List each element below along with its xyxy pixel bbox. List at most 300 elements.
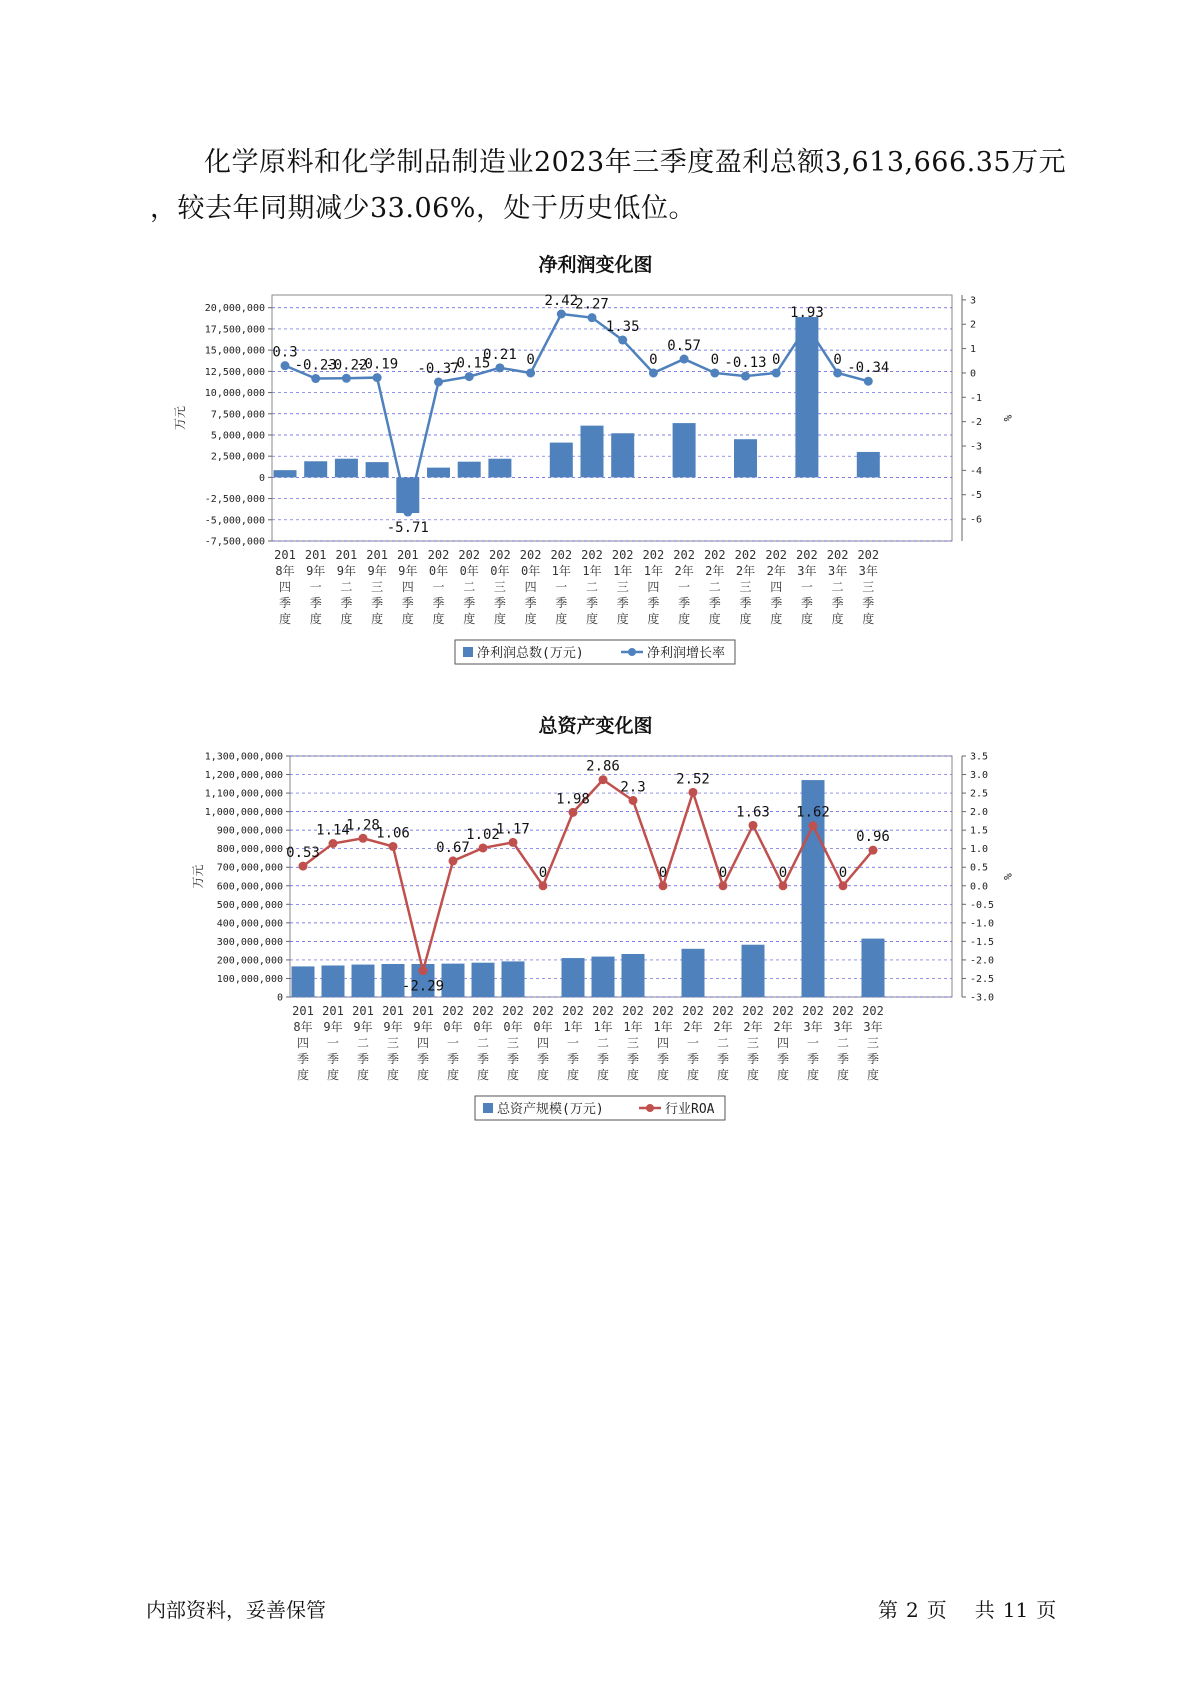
bar — [622, 954, 645, 997]
line-point — [809, 821, 818, 830]
x-tick-label: 季 — [416, 1052, 430, 1066]
x-tick-label: 季 — [806, 1052, 820, 1066]
x-tick-label: 三 — [506, 1036, 520, 1050]
x-tick-label: 季 — [493, 596, 506, 610]
x-tick-label: 202 — [611, 548, 634, 562]
data-label: 0 — [838, 864, 848, 881]
x-tick-label: 202 — [772, 1004, 794, 1018]
x-tick-label: 9年 — [398, 564, 418, 578]
x-tick-label: 季 — [647, 596, 660, 610]
x-tick-label: 201 — [396, 548, 419, 562]
x-tick-label: 201 — [366, 548, 388, 562]
y-tick-label: 10,000,000 — [204, 388, 265, 400]
x-tick-label: 季 — [678, 596, 691, 610]
x-tick-label: 季 — [770, 596, 783, 610]
x-tick-label: 度 — [278, 612, 292, 626]
total-assets-chart — [0, 745, 1191, 1165]
data-label: -2.29 — [401, 978, 445, 995]
x-tick-label: 0年 — [428, 564, 449, 578]
x-tick-label: 季 — [739, 596, 752, 610]
data-label: 2.27 — [575, 296, 609, 313]
x-tick-label: 度 — [616, 612, 629, 626]
x-tick-label: 一 — [555, 580, 568, 594]
x-tick-label: 三 — [493, 580, 506, 594]
y2-tick-label: 3 — [970, 295, 977, 307]
x-tick-label: 度 — [371, 612, 384, 626]
x-tick-label: 季 — [536, 1052, 550, 1066]
line-point — [569, 808, 578, 817]
x-tick-label: 度 — [566, 1068, 580, 1082]
line-point — [311, 374, 320, 383]
x-tick-label: 2年 — [705, 564, 725, 578]
y2-tick-label: -5 — [970, 490, 983, 502]
line-point — [281, 361, 290, 370]
x-tick-label: 202 — [862, 1004, 884, 1018]
x-tick-label: 2年 — [735, 564, 756, 578]
x-tick-label: 1年 — [551, 564, 571, 578]
x-tick-label: 季 — [776, 1052, 790, 1066]
line-point — [479, 843, 488, 852]
y2-tick-label: 1.0 — [970, 844, 989, 856]
y2-tick-label: -2.5 — [970, 973, 995, 985]
x-tick-label: 度 — [401, 612, 414, 626]
line-point — [509, 838, 518, 847]
x-tick-label: 0年 — [443, 1020, 463, 1034]
x-tick-label: 季 — [386, 1052, 400, 1066]
bar — [458, 462, 481, 478]
data-label: -0.37 — [417, 360, 460, 377]
y-tick-label: 5,000,000 — [210, 430, 265, 442]
line-point — [689, 788, 698, 797]
x-tick-label: 度 — [831, 612, 844, 626]
line-point — [434, 377, 443, 386]
y-tick-label: 500,000,000 — [216, 899, 283, 911]
x-tick-label: 一 — [326, 1036, 340, 1050]
line-point — [618, 336, 627, 345]
x-tick-label: 季 — [340, 596, 353, 610]
legend-bar-swatch — [463, 647, 473, 657]
bar — [550, 443, 573, 478]
total-prefix: 共 — [974, 1598, 995, 1622]
x-tick-label: 度 — [536, 1068, 550, 1082]
x-tick-label: 202 — [652, 1004, 674, 1018]
x-tick-label: 1年 — [643, 564, 664, 578]
y2-tick-label: 2.5 — [970, 788, 989, 800]
data-label: 0.53 — [286, 845, 320, 862]
x-tick-label: 202 — [622, 1004, 644, 1018]
x-tick-label: 季 — [401, 596, 414, 610]
x-tick-label: 202 — [826, 548, 849, 562]
x-tick-label: 2年 — [743, 1020, 763, 1034]
x-tick-label: 202 — [519, 548, 542, 562]
x-tick-label: 度 — [800, 612, 813, 626]
y-tick-label: -5,000,000 — [204, 515, 265, 527]
x-tick-label: 二 — [831, 580, 844, 594]
data-label: 0 — [710, 351, 720, 368]
y-tick-label: -7,500,000 — [204, 536, 265, 548]
legend-line-label: 净利润增长率 — [647, 646, 726, 661]
y2-tick-label: 0.0 — [970, 881, 989, 893]
x-tick-label: 1年 — [593, 1020, 613, 1034]
x-tick-label: 度 — [647, 612, 660, 626]
data-label: -0.22 — [325, 357, 368, 374]
y2-tick-label: 1.5 — [970, 825, 989, 837]
data-label: 0 — [778, 864, 788, 881]
x-tick-label: 二 — [585, 580, 599, 594]
line-point — [557, 309, 566, 318]
y2-tick-label: -1 — [970, 392, 983, 404]
bar — [352, 965, 375, 997]
data-label: 1.98 — [556, 791, 590, 808]
data-label: 0 — [649, 351, 658, 368]
line-point — [373, 373, 382, 382]
x-tick-label: 201 — [352, 1004, 374, 1018]
y-tick-label: 17,500,000 — [204, 324, 265, 336]
data-label: 1.63 — [736, 804, 770, 821]
data-label: 1.06 — [376, 825, 410, 842]
x-tick-label: 季 — [476, 1052, 490, 1066]
x-tick-label: 202 — [796, 548, 818, 562]
x-tick-label: 季 — [356, 1052, 370, 1066]
data-label: 1.17 — [496, 821, 530, 838]
x-tick-label: 季 — [309, 596, 322, 610]
data-label: 2.86 — [586, 758, 620, 775]
net-profit-chart — [0, 285, 1191, 705]
bar — [366, 462, 389, 477]
x-tick-label: 季 — [555, 596, 568, 610]
bar — [581, 426, 604, 478]
x-tick-label: 四 — [524, 580, 537, 594]
line-point — [749, 821, 758, 830]
x-tick-label: 202 — [734, 548, 757, 562]
line-point — [741, 372, 750, 381]
bar — [335, 459, 358, 478]
x-tick-label: 度 — [739, 612, 752, 626]
x-tick-label: 度 — [463, 612, 476, 626]
x-tick-label: 二 — [476, 1036, 490, 1050]
bar — [304, 461, 327, 477]
x-tick-label: 202 — [562, 1004, 584, 1018]
y-tick-label: 20,000,000 — [204, 303, 265, 315]
y2-tick-label: -2.0 — [970, 955, 995, 967]
y-tick-label: 15,000,000 — [204, 345, 265, 357]
x-tick-label: 三 — [866, 1036, 880, 1050]
x-tick-label: 三 — [386, 1036, 400, 1050]
x-tick-label: 度 — [585, 612, 599, 626]
line-point — [403, 508, 412, 517]
x-tick-label: 三 — [739, 580, 752, 594]
x-tick-label: 度 — [446, 1068, 460, 1082]
line-point — [864, 377, 873, 386]
line-point — [495, 363, 504, 372]
x-tick-label: 8年 — [275, 564, 295, 578]
x-tick-label: 季 — [656, 1052, 670, 1066]
x-tick-label: 度 — [708, 612, 721, 626]
x-tick-label: 3年 — [863, 1020, 883, 1034]
line-point — [659, 881, 668, 890]
y-tick-label: 900,000,000 — [216, 825, 283, 837]
x-tick-label: 9年 — [323, 1020, 343, 1034]
line-point — [539, 881, 548, 890]
x-tick-label: 季 — [862, 596, 875, 610]
line-point — [710, 368, 719, 377]
x-tick-label: 三 — [626, 1036, 640, 1050]
bar — [857, 452, 880, 477]
bar — [734, 439, 757, 477]
x-tick-label: 0年 — [459, 564, 479, 578]
data-label: -0.34 — [847, 360, 890, 377]
bar — [611, 433, 634, 477]
x-tick-label: 2年 — [683, 1020, 703, 1034]
bar — [862, 939, 885, 997]
line-point — [599, 775, 608, 784]
y2-axis-title: % — [1001, 414, 1014, 422]
x-tick-label: 四 — [656, 1036, 670, 1050]
y-tick-label: 1,100,000,000 — [204, 788, 283, 800]
y2-tick-label: 0.5 — [970, 862, 989, 874]
bar — [742, 945, 765, 997]
chart-title-total-assets: 总资产变化图 — [538, 715, 653, 737]
x-tick-label: 四 — [776, 1036, 790, 1050]
y-tick-label: 600,000,000 — [216, 881, 283, 893]
x-tick-label: 202 — [712, 1004, 734, 1018]
x-tick-label: 3年 — [858, 564, 878, 578]
x-tick-label: 9年 — [383, 1020, 403, 1034]
line-point — [465, 372, 474, 381]
x-tick-label: 四 — [770, 580, 783, 594]
data-label: -0.23 — [294, 357, 337, 374]
y-axis-title: 万元 — [191, 864, 205, 889]
data-label: 2.42 — [544, 292, 579, 309]
line-point — [779, 881, 788, 890]
x-tick-label: 9年 — [367, 564, 387, 578]
x-tick-label: 度 — [506, 1068, 520, 1082]
x-tick-label: 1年 — [582, 564, 602, 578]
x-tick-label: 2年 — [766, 564, 786, 578]
chart-title-net-profit: 净利润变化图 — [538, 254, 653, 276]
bar — [502, 961, 525, 997]
x-tick-label: 度 — [836, 1068, 850, 1082]
y-tick-label: 0 — [258, 472, 265, 484]
x-tick-label: 二 — [708, 580, 721, 594]
x-tick-label: 度 — [416, 1068, 430, 1082]
line-point — [680, 355, 689, 364]
x-tick-label: 度 — [770, 612, 783, 626]
x-tick-label: 季 — [446, 1052, 460, 1066]
x-tick-label: 三 — [862, 580, 875, 594]
x-tick-label: 一 — [686, 1036, 700, 1050]
y2-tick-label: -0.5 — [970, 899, 995, 911]
line-point — [719, 881, 728, 890]
x-tick-label: 202 — [427, 548, 450, 562]
data-label: 1.14 — [316, 822, 350, 839]
legend-line-marker — [628, 648, 636, 656]
x-tick-label: 季 — [831, 596, 844, 610]
total-pages: 11 — [1002, 1598, 1029, 1622]
y2-tick-label: -3.0 — [970, 992, 995, 1004]
data-label: 0.96 — [856, 829, 890, 846]
x-tick-label: 二 — [716, 1036, 730, 1050]
x-tick-label: 202 — [802, 1004, 824, 1018]
y2-tick-label: -1.0 — [970, 918, 995, 930]
data-label: 0.67 — [436, 839, 470, 856]
x-tick-label: 度 — [866, 1068, 880, 1082]
line-point — [359, 834, 368, 843]
data-label: 1.02 — [466, 826, 500, 843]
x-tick-label: 二 — [836, 1036, 850, 1050]
y2-tick-label: 2 — [970, 319, 977, 331]
x-tick-label: 一 — [432, 580, 445, 594]
x-tick-label: 四 — [416, 1036, 430, 1050]
line-point — [833, 368, 842, 377]
line-point — [329, 839, 338, 848]
y-tick-label: 2,500,000 — [210, 451, 265, 463]
x-tick-label: 度 — [386, 1068, 400, 1082]
data-label: 0 — [771, 351, 781, 368]
y2-tick-label: -2 — [970, 417, 983, 429]
y-tick-label: 1,000,000,000 — [204, 807, 283, 819]
x-tick-label: 1年 — [613, 564, 633, 578]
bar — [442, 964, 465, 997]
x-tick-label: 201 — [322, 1004, 344, 1018]
x-tick-label: 202 — [592, 1004, 614, 1018]
x-tick-label: 度 — [356, 1068, 370, 1082]
x-tick-label: 度 — [746, 1068, 760, 1082]
y-tick-label: 300,000,000 — [216, 936, 283, 948]
data-label: -0.13 — [724, 355, 767, 372]
x-tick-label: 二 — [340, 580, 353, 594]
line-point — [342, 374, 351, 383]
y-axis-title: 万元 — [173, 405, 187, 431]
x-tick-label: 202 — [502, 1004, 524, 1018]
bar — [562, 958, 585, 997]
x-tick-label: 一 — [678, 580, 691, 594]
bar — [292, 966, 315, 997]
x-tick-label: 季 — [432, 596, 445, 610]
x-tick-label: 9年 — [353, 1020, 373, 1034]
legend-bar-label: 总资产规模(万元) — [497, 1102, 604, 1117]
x-tick-label: 四 — [647, 580, 660, 594]
x-tick-label: 202 — [682, 1004, 704, 1018]
y2-axis-title: % — [1001, 873, 1014, 880]
x-tick-label: 度 — [340, 612, 353, 626]
x-tick-label: 度 — [326, 1068, 340, 1082]
x-tick-label: 202 — [642, 548, 665, 562]
x-tick-label: 2年 — [773, 1020, 793, 1034]
x-tick-label: 9年 — [413, 1020, 433, 1034]
x-tick-label: 季 — [566, 1052, 580, 1066]
x-tick-label: 201 — [274, 548, 296, 562]
y2-tick-label: -6 — [970, 514, 983, 526]
x-tick-label: 季 — [585, 596, 599, 610]
x-tick-label: 202 — [673, 548, 695, 562]
data-label: 1.28 — [346, 817, 380, 834]
x-tick-label: 度 — [432, 612, 445, 626]
x-tick-label: 度 — [476, 1068, 490, 1082]
x-tick-label: 度 — [524, 612, 537, 626]
x-tick-label: 0年 — [533, 1020, 553, 1034]
x-tick-label: 一 — [309, 580, 322, 594]
x-tick-label: 季 — [278, 596, 292, 610]
y-tick-label: 1,300,000,000 — [204, 751, 283, 763]
x-tick-label: 1年 — [653, 1020, 673, 1034]
x-tick-label: 季 — [524, 596, 537, 610]
data-label: 1.62 — [796, 804, 830, 821]
line-point — [772, 368, 781, 377]
x-tick-label: 度 — [493, 612, 506, 626]
x-tick-label: 季 — [716, 1052, 730, 1066]
page-prefix: 第 — [878, 1598, 898, 1622]
x-tick-label: 一 — [446, 1036, 460, 1050]
y-tick-label: 100,000,000 — [216, 973, 283, 985]
x-tick-label: 四 — [296, 1036, 310, 1050]
data-label: 0 — [538, 864, 548, 881]
x-tick-label: 201 — [335, 548, 358, 562]
line-point — [869, 846, 878, 855]
x-tick-label: 202 — [458, 548, 481, 562]
line-point — [839, 881, 848, 890]
x-tick-label: 1年 — [623, 1020, 643, 1034]
data-label: 1.93 — [790, 304, 824, 321]
x-tick-label: 季 — [296, 1052, 310, 1066]
line-point — [802, 321, 811, 330]
summary-line-2: ，较去年同期减少33.06%，处于历史低位。 — [150, 193, 696, 224]
legend-bar-swatch — [483, 1103, 493, 1113]
x-tick-label: 2年 — [713, 1020, 733, 1034]
summary-paragraph — [150, 140, 1067, 232]
legend-bar-label: 净利润总数(万元) — [477, 646, 584, 661]
x-tick-label: 一 — [806, 1036, 820, 1050]
summary-line-1: 化学原料和化学制品制造业2023年三季度盈利总额3,613,666.35万元 — [204, 147, 1067, 178]
x-tick-label: 1年 — [563, 1020, 583, 1034]
x-tick-label: 季 — [616, 596, 629, 610]
data-label: 0.21 — [483, 346, 517, 363]
data-label: 0 — [526, 351, 535, 368]
footer-confidential: 内部资料，妥善保管 — [146, 1598, 326, 1622]
x-tick-label: 3年 — [833, 1020, 853, 1034]
x-tick-label: 202 — [532, 1004, 554, 1018]
x-tick-label: 201 — [412, 1004, 434, 1018]
bar — [673, 423, 696, 477]
bar — [274, 470, 297, 477]
page-unit: 页 — [926, 1598, 947, 1622]
data-label: -0.19 — [356, 356, 399, 373]
y-tick-label: 800,000,000 — [216, 844, 283, 856]
y2-tick-label: 3.5 — [970, 751, 989, 763]
bar — [472, 963, 495, 997]
x-tick-label: 202 — [472, 1004, 494, 1018]
y2-tick-label: -3 — [970, 441, 983, 453]
x-tick-label: 度 — [309, 612, 322, 626]
x-tick-label: 202 — [581, 548, 603, 562]
y2-tick-label: 1 — [970, 344, 977, 356]
x-tick-label: 度 — [626, 1068, 640, 1082]
line-point — [588, 313, 597, 322]
bar — [488, 459, 511, 478]
x-tick-label: 3年 — [827, 564, 848, 578]
x-tick-label: 度 — [656, 1068, 670, 1082]
line-point — [526, 368, 535, 377]
page-number: 2 — [906, 1598, 919, 1622]
x-tick-label: 201 — [292, 1004, 314, 1018]
data-label: 2.3 — [620, 779, 646, 796]
line-point — [299, 862, 308, 871]
x-tick-label: 季 — [800, 596, 813, 610]
x-tick-label: 三 — [746, 1036, 760, 1050]
total-unit: 页 — [1036, 1598, 1057, 1622]
bar — [682, 949, 705, 997]
x-tick-label: 度 — [716, 1068, 730, 1082]
